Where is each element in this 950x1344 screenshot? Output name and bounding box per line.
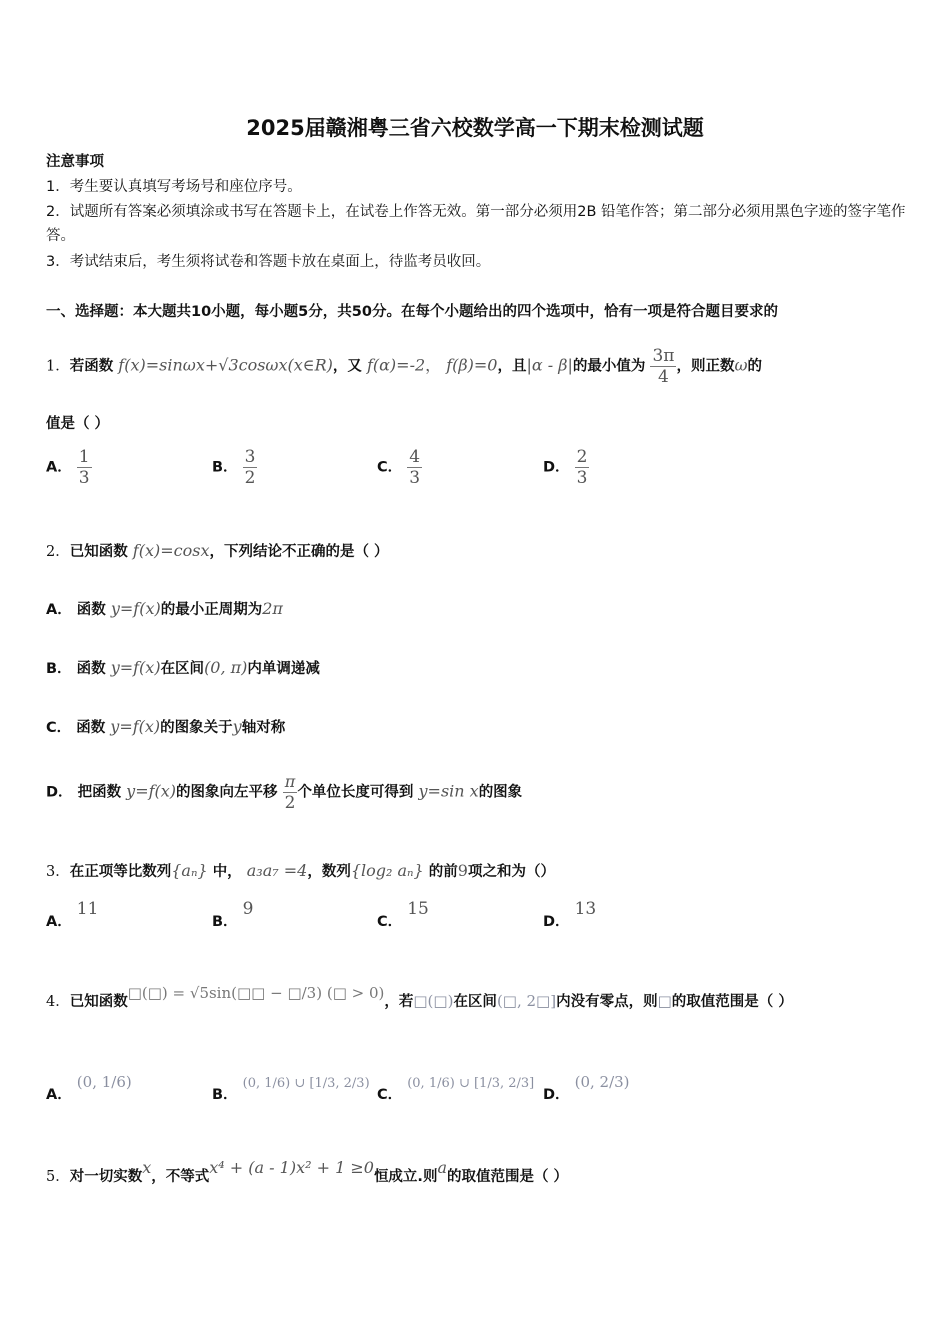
fraction-numerator: 2 <box>576 447 588 467</box>
fraction-denominator: 2 <box>244 468 256 488</box>
option-fraction <box>243 447 258 488</box>
question-text: 的 <box>747 358 763 375</box>
option-a <box>46 1073 132 1104</box>
math-number: 9 <box>457 861 468 880</box>
option-value: 11 <box>76 899 99 919</box>
math-function: y=f(x) <box>110 599 161 618</box>
math-sequence: {aₙ} <box>171 861 208 880</box>
math-function: y=f(x) <box>126 781 177 801</box>
question-text: 若函数 <box>69 358 114 375</box>
option-label: D． <box>543 459 570 476</box>
question-text: 项之和为（） <box>467 864 555 880</box>
fraction-denominator: 3 <box>576 468 588 488</box>
option-d <box>543 447 589 488</box>
option-label: C． <box>46 720 72 736</box>
question-text: 已知函数 <box>69 544 128 560</box>
option-b <box>46 657 320 678</box>
option-value: (0, 1/6) ∪ [1/3, 2/3) <box>242 1076 370 1091</box>
option-c <box>46 716 285 737</box>
option-text: 函数 <box>76 602 106 618</box>
question-text: 已知函数 <box>69 994 128 1010</box>
option-d <box>543 1073 630 1104</box>
question-4 <box>46 984 793 1011</box>
math-function: y=f(x) <box>110 717 161 736</box>
math-function: y=sin x <box>418 781 479 801</box>
fraction-numerator: 3 <box>244 447 256 467</box>
option-text: 在区间 <box>160 661 205 677</box>
notice-item-1: 1．考生要认真填写考场号和座位序号。 <box>46 179 302 195</box>
fraction-numerator: 1 <box>78 447 90 467</box>
question-text: ，则正数 <box>676 358 735 375</box>
question-text: 内没有零点，则 <box>556 994 658 1010</box>
question-3 <box>46 860 555 881</box>
fraction-denominator: 4 <box>658 367 669 387</box>
math-value: 2π <box>262 599 283 618</box>
option-c <box>377 1076 535 1104</box>
notice-item-2: 2．试题所有答案必须填涂或书写在答题卡上，在试卷上作答无效。第一部分必须用2B 铅笔作答；第二部分必须用黑色字迹的签字笔作答。 <box>46 204 906 244</box>
option-b <box>212 899 254 931</box>
option-label: A． <box>46 1087 72 1103</box>
question-1 <box>46 346 762 387</box>
math-f-beta: f(β)=0 <box>446 355 498 375</box>
question-number: 2． <box>46 544 70 560</box>
question-2 <box>46 540 389 561</box>
option-value: (0, 2/3) <box>574 1073 630 1091</box>
question-text: 的前 <box>428 864 458 880</box>
question-5 <box>46 1158 569 1186</box>
option-label: A． <box>46 914 72 930</box>
option-label: C． <box>377 1087 403 1103</box>
fraction-numerator: 4 <box>409 447 421 467</box>
notice-heading: 注意事项 <box>46 154 104 170</box>
math-condition: a₃a₇ =4 <box>246 861 308 880</box>
option-label: B． <box>212 459 238 476</box>
option-text: 内单调递减 <box>247 661 320 677</box>
question-text: 在正项等比数列 <box>69 864 172 880</box>
question-text: ，且 <box>497 358 527 375</box>
option-a <box>46 899 99 931</box>
option-c <box>377 447 422 488</box>
option-text: 的图象关于 <box>160 720 233 736</box>
math-variable: y <box>232 717 242 736</box>
option-label: D． <box>543 914 570 930</box>
question-text: 中， <box>212 864 242 880</box>
math-function-image: □(□) = √5sin(□□ − □/3) (□ > 0) <box>127 984 385 1002</box>
fraction-denominator: 2 <box>284 793 296 813</box>
question-text: 的取值范围是（ ） <box>447 1169 569 1185</box>
option-label: C． <box>377 459 403 476</box>
section-heading: 一、选择题：本大题共10小题，每小题5分，共50分。在每个小题给出的四个选项中，恰有一项是符合题目要求的 <box>46 304 778 320</box>
math-interval: (□, 2□] <box>496 992 557 1010</box>
question-text: ，若 <box>384 994 414 1010</box>
option-fraction <box>407 447 422 488</box>
question-text: ，下列结论不正确的是（ ） <box>209 544 389 560</box>
option-label: B． <box>212 914 238 930</box>
fraction-denominator: 3 <box>78 468 90 488</box>
question-text: ，不等式 <box>151 1169 210 1185</box>
option-value: 13 <box>574 899 597 919</box>
option-a <box>46 598 283 619</box>
option-label: B． <box>46 661 72 677</box>
separator: ， <box>425 355 442 375</box>
fraction-denominator: 3 <box>409 468 421 488</box>
math-sequence: {log₂ aₙ} <box>350 861 424 880</box>
option-label: C． <box>377 914 403 930</box>
option-value: 15 <box>407 899 429 919</box>
option-text: 函数 <box>76 720 106 736</box>
question-text: ，数列 <box>307 864 351 880</box>
option-text: 轴对称 <box>241 720 286 736</box>
question-text: ，又 <box>332 358 362 375</box>
option-label: A． <box>46 459 72 476</box>
math-variable: a <box>437 1158 447 1177</box>
option-value: 9 <box>242 899 254 919</box>
math-function: f(x)=cosx <box>132 541 210 560</box>
notice-item-3: 3．考试结束后，考生须将试卷和答题卡放在桌面上，待监考员收回。 <box>46 254 491 270</box>
question-text: 恒成立.则 <box>373 1169 438 1185</box>
option-c <box>377 899 429 931</box>
option-text: 的图象 <box>478 784 523 801</box>
option-text: 个单位长度可得到 <box>297 784 414 801</box>
math-f-alpha: f(α)=-2 <box>366 355 426 375</box>
fraction-numerator: π <box>283 772 298 793</box>
question-text: 的取值范围是（ ） <box>671 994 793 1010</box>
question-number: 5． <box>46 1169 70 1185</box>
math-interval: (0, π) <box>204 658 248 677</box>
question-number: 4． <box>46 994 70 1010</box>
math-function: f(x)=sinωx+√3cosωx(x∈R) <box>118 355 333 375</box>
option-fraction <box>575 447 590 488</box>
math-inequality: x⁴ + (a - 1)x² + 1 ≥0 <box>209 1158 374 1177</box>
option-value: (0, 1/6) ∪ [1/3, 2/3] <box>407 1076 535 1091</box>
math-omega: ω <box>734 355 748 375</box>
option-label: D． <box>543 1087 570 1103</box>
question-text: 的最小值为 <box>572 358 646 375</box>
option-d <box>46 772 522 813</box>
math-variable: □ <box>657 992 672 1010</box>
page-title: 2025届赣湘粤三省六校数学高一下期末检测试题 <box>246 116 704 140</box>
option-label: A． <box>46 602 72 618</box>
option-text: 的图象向左平移 <box>176 784 278 801</box>
question-number: 1． <box>46 358 70 375</box>
math-variable: x <box>142 1158 152 1177</box>
math-function: y=f(x) <box>110 658 161 677</box>
option-d <box>543 899 597 931</box>
option-value: (0, 1/6) <box>76 1073 132 1091</box>
question-text: 在区间 <box>453 994 497 1010</box>
math-abs-diff: |α - β| <box>526 355 573 375</box>
option-text: 函数 <box>76 661 106 677</box>
fraction-shift <box>283 772 298 813</box>
option-fraction <box>77 447 92 488</box>
option-label: B． <box>212 1087 238 1103</box>
fraction-numerator: 3π <box>652 346 675 366</box>
option-label: D． <box>46 784 73 801</box>
option-a <box>46 447 92 488</box>
fraction-min-value <box>650 346 676 387</box>
option-text: 的最小正周期为 <box>160 602 263 618</box>
option-b <box>212 1076 370 1104</box>
math-function: □(□) <box>413 992 454 1010</box>
option-b <box>212 447 257 488</box>
question-1-continued: 值是（ ） <box>46 416 110 432</box>
option-text: 把函数 <box>77 784 122 801</box>
question-text: 对一切实数 <box>69 1169 143 1185</box>
question-number: 3． <box>46 864 70 880</box>
